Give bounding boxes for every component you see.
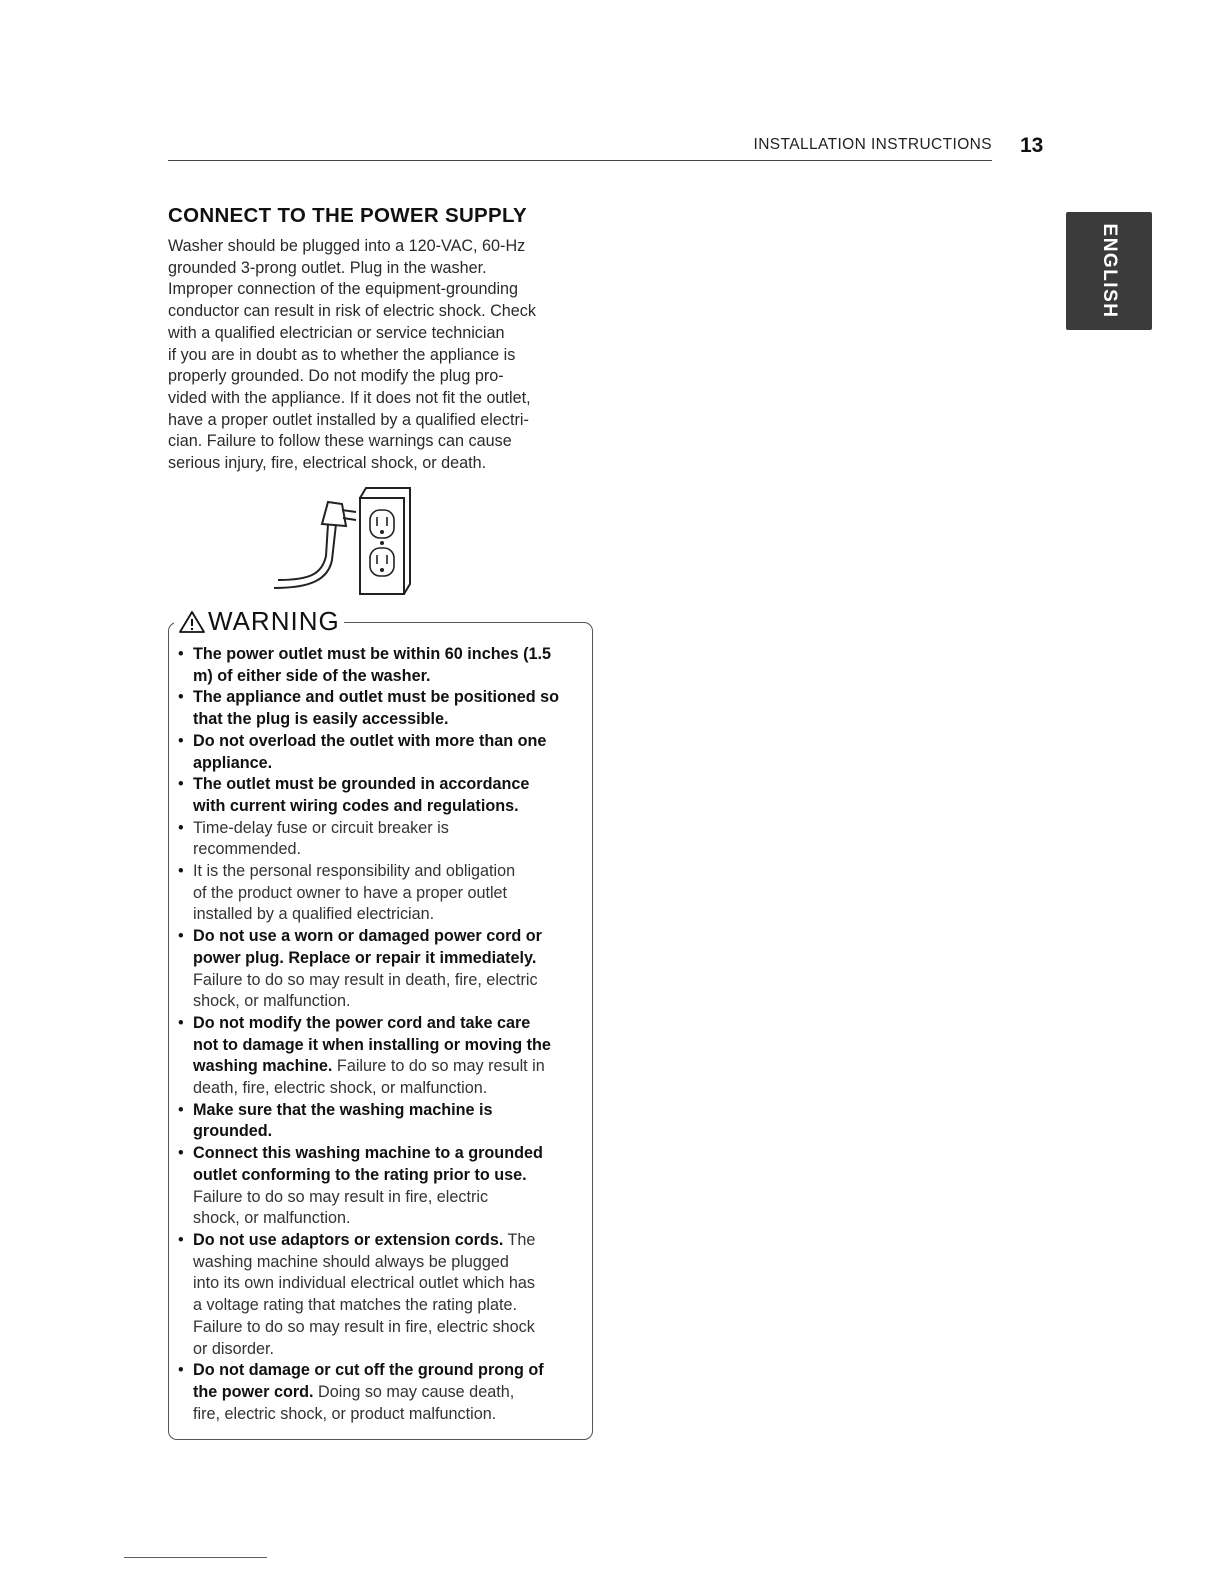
warning-list	[176, 644, 591, 1425]
warning-line	[193, 1165, 591, 1187]
header-title: INSTALLATION INSTRUCTIONS	[753, 136, 992, 153]
warning-line	[193, 1295, 591, 1317]
intro-line: properly grounded. Do not modify the plug pro-	[168, 367, 504, 386]
warning-line	[193, 991, 591, 1013]
intro-line: cian. Failure to follow these warnings can cause	[168, 432, 512, 451]
warning-line	[193, 731, 591, 753]
warning-line	[193, 1187, 591, 1209]
warning-normal-text: Doing so may cause death,	[313, 1382, 515, 1401]
warning-normal-text: Failure to do so may result in	[332, 1057, 545, 1076]
warning-line	[193, 666, 591, 688]
warning-line	[193, 1252, 591, 1274]
warning-item	[176, 1013, 591, 1100]
warning-item	[176, 1360, 591, 1425]
warning-normal-text: shock, or malfunction.	[193, 992, 351, 1011]
warning-line	[193, 883, 591, 905]
warning-normal-text: Failure to do so may result in fire, electric	[193, 1187, 489, 1206]
warning-line	[193, 1317, 591, 1339]
warning-bold-text: that the plug is easily accessible.	[193, 710, 449, 729]
warning-item	[176, 731, 591, 774]
footer-rule	[124, 1557, 267, 1558]
warning-item	[176, 1230, 591, 1360]
warning-bold-text: Connect this washing machine to a grounded	[193, 1144, 543, 1163]
warning-bold-text: Do not use adaptors or extension cords.	[193, 1230, 504, 1249]
intro-line: with a qualified electrician or service technician	[168, 323, 505, 342]
warning-item	[176, 774, 591, 817]
warning-normal-text: shock, or malfunction.	[193, 1209, 351, 1228]
warning-normal-text: fire, electric shock, or product malfunction.	[193, 1404, 497, 1423]
language-tab	[1066, 212, 1152, 330]
warning-bold-text: not to damage it when installing or moving the	[193, 1035, 551, 1054]
intro-line: vided with the appliance. If it does not fit the outlet,	[168, 388, 531, 407]
warning-line	[193, 1404, 591, 1426]
warning-normal-text: recommended.	[193, 840, 301, 859]
warning-normal-text: The	[503, 1230, 536, 1249]
warning-bold-text: The appliance and outlet must be positioned so	[193, 688, 560, 707]
warning-normal-text: a voltage rating that matches the rating plate.	[193, 1296, 517, 1315]
warning-line	[193, 1056, 591, 1078]
warning-line	[193, 818, 591, 840]
intro-line: if you are in doubt as to whether the appliance is	[168, 345, 516, 364]
warning-normal-text: installed by a qualified electrician.	[193, 905, 435, 924]
warning-line	[193, 1360, 591, 1382]
warning-bold-text: washing machine.	[193, 1057, 333, 1076]
warning-line	[193, 644, 591, 666]
warning-item	[176, 687, 591, 730]
warning-normal-text: death, fire, electric shock, or malfunction.	[193, 1079, 488, 1098]
intro-line: serious injury, fire, electrical shock, or death.	[168, 454, 487, 473]
warning-line	[193, 1078, 591, 1100]
warning-line	[193, 839, 591, 861]
header-divider	[168, 160, 992, 161]
warning-bold-text: appliance.	[193, 753, 273, 772]
warning-line	[193, 1100, 591, 1122]
warning-line	[193, 774, 591, 796]
warning-line	[193, 904, 591, 926]
warning-line	[193, 1382, 591, 1404]
warning-normal-text: Failure to do so may result in death, fire, electric	[193, 970, 538, 989]
warning-line	[193, 709, 591, 731]
warning-item	[176, 926, 591, 1013]
warning-normal-text: of the product owner to have a proper outlet	[193, 883, 508, 902]
warning-line	[193, 970, 591, 992]
intro-line: conductor can result in risk of electric shock. Check	[168, 302, 536, 321]
warning-line	[193, 1339, 591, 1361]
warning-line	[193, 1035, 591, 1057]
warning-bold-text: Make sure that the washing machine is	[193, 1100, 493, 1119]
warning-bold-text: power plug. Replace or repair it immediately.	[193, 948, 537, 967]
warning-line	[193, 948, 591, 970]
warning-item	[176, 1100, 591, 1143]
warning-bold-text: The outlet must be grounded in accordance	[193, 775, 530, 794]
warning-line	[193, 1208, 591, 1230]
warning-triangle-icon	[178, 610, 206, 634]
warning-heading	[174, 606, 344, 637]
warning-bold-text: with current wiring codes and regulations.	[193, 796, 519, 815]
warning-item	[176, 644, 591, 687]
warning-line	[193, 796, 591, 818]
warning-normal-text: Time-delay fuse or circuit breaker is	[193, 818, 449, 837]
warning-bold-text: Do not damage or cut off the ground prong of	[193, 1361, 544, 1380]
warning-item	[176, 861, 591, 926]
warning-bold-text: the power cord.	[193, 1382, 314, 1401]
warning-line	[193, 861, 591, 883]
warning-normal-text: It is the personal responsibility and obligation	[193, 862, 516, 881]
warning-bold-text: Do not use a worn or damaged power cord or	[193, 927, 542, 946]
page-number: 13	[1020, 134, 1044, 157]
intro-paragraph	[168, 236, 608, 475]
warning-line	[193, 1013, 591, 1035]
intro-line: Washer should be plugged into a 120-VAC, 60-Hz	[168, 237, 526, 255]
warning-bold-text: Do not modify the power cord and take care	[193, 1013, 531, 1032]
warning-normal-text: Failure to do so may result in fire, electric shock	[193, 1317, 535, 1336]
warning-line	[193, 1273, 591, 1295]
warning-line	[193, 1230, 591, 1252]
warning-bold-text: Do not overload the outlet with more than one	[193, 731, 547, 750]
warning-bold-text: The power outlet must be within 60 inches (1.5	[193, 645, 551, 663]
warning-normal-text: into its own individual electrical outlet which has	[193, 1274, 535, 1293]
warning-line	[193, 1143, 591, 1165]
warning-bold-text: outlet conforming to the rating prior to use.	[193, 1165, 527, 1184]
section-title: CONNECT TO THE POWER SUPPLY	[168, 204, 527, 227]
warning-normal-text: or disorder.	[193, 1339, 274, 1358]
warning-bold-text: m) of either side of the washer.	[193, 666, 431, 685]
warning-line	[193, 753, 591, 775]
warning-line	[193, 687, 591, 709]
warning-title: WARNING	[208, 606, 340, 636]
intro-line: grounded 3-prong outlet. Plug in the washer.	[168, 258, 487, 277]
plug-outlet-illustration	[270, 484, 420, 600]
warning-bold-text: grounded.	[193, 1122, 273, 1141]
warning-item	[176, 1143, 591, 1230]
warning-line	[193, 1121, 591, 1143]
intro-line: Improper connection of the equipment-grounding	[168, 280, 519, 299]
warning-item	[176, 818, 591, 861]
intro-line: have a proper outlet installed by a qualified electri-	[168, 410, 529, 429]
language-tab-label: ENGLISH	[1099, 223, 1120, 319]
warning-normal-text: washing machine should always be plugged	[193, 1252, 509, 1271]
warning-line	[193, 926, 591, 948]
